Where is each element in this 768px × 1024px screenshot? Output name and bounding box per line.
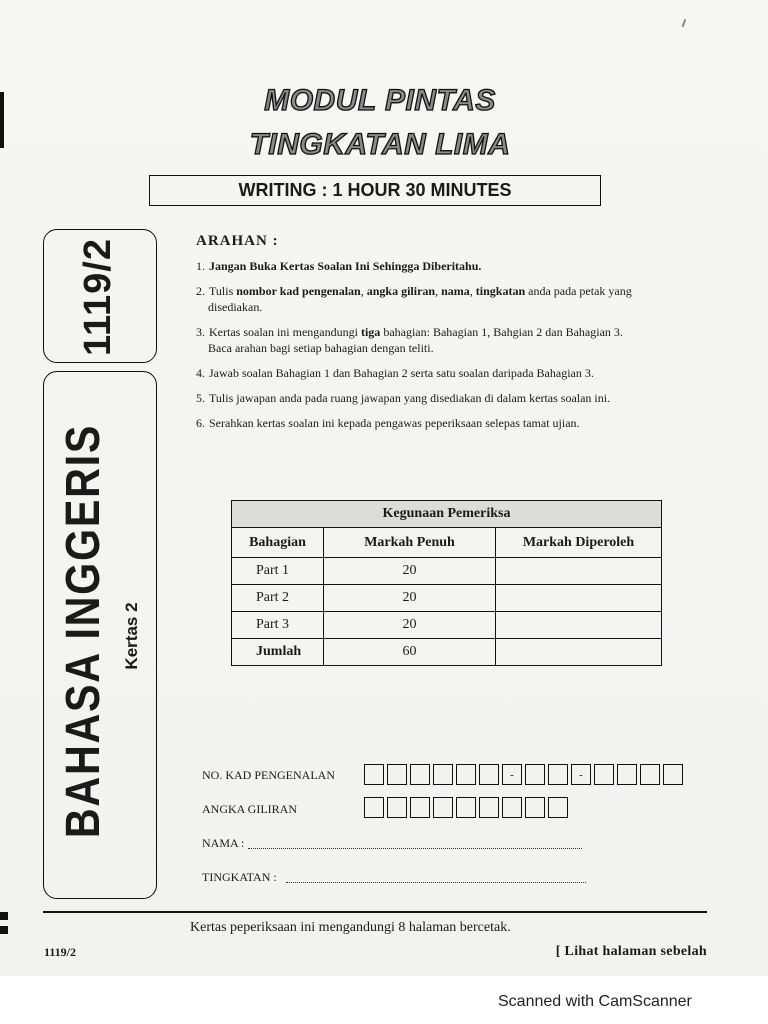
marks-obtained-cell[interactable] — [496, 585, 662, 612]
roll-cell[interactable] — [387, 797, 407, 818]
total-marks-obtained-cell[interactable] — [496, 639, 662, 666]
ic-separator-cell: - — [571, 764, 591, 785]
scanner-watermark: Scanned with CamScanner — [498, 993, 692, 1010]
roll-cell[interactable] — [479, 797, 499, 818]
part-cell: Part 1 — [232, 558, 324, 585]
full-marks-cell: 20 — [324, 612, 496, 639]
ic-cell[interactable] — [410, 764, 430, 785]
total-full-marks-cell: 60 — [324, 639, 496, 666]
table-row — [232, 585, 662, 612]
total-label-cell: Jumlah — [232, 639, 324, 666]
paper-number: Kertas 2 — [122, 602, 141, 670]
duration-box: WRITING : 1 HOUR 30 MINUTES — [149, 175, 601, 206]
form-label: TINGKATAN : — [202, 870, 277, 884]
roll-cell[interactable] — [502, 797, 522, 818]
ic-cell[interactable] — [617, 764, 637, 785]
scan-speck — [682, 19, 687, 27]
instruction-item: 2. Tulis nombor kad pengenalan, angka giliran, nama, tingkatan anda pada petak yang disediakan. — [196, 284, 632, 314]
ic-cell[interactable] — [548, 764, 568, 785]
ic-cell[interactable] — [387, 764, 407, 785]
roll-cell[interactable] — [410, 797, 430, 818]
ic-cell[interactable] — [479, 764, 499, 785]
roll-cell[interactable] — [525, 797, 545, 818]
full-marks-cell: 20 — [324, 585, 496, 612]
name-field[interactable] — [248, 847, 582, 849]
roll-cell[interactable] — [364, 797, 384, 818]
instruction-item: 6. Serahkan kertas soalan ini kepada pengawas peperiksaan selepas tamat ujian. — [196, 416, 580, 430]
table-row — [232, 612, 662, 639]
instruction-item: 5. Tulis jawapan anda pada ruang jawapan yang disediakan di dalam kertas soalan ini. — [196, 391, 611, 405]
ic-cell[interactable] — [663, 764, 683, 785]
paper-code: 1119/2 — [77, 237, 119, 357]
table-row — [232, 558, 662, 585]
ic-cell[interactable] — [594, 764, 614, 785]
scan-edge-mark — [0, 92, 4, 148]
ic-number-label: NO. KAD PENGENALAN — [202, 768, 335, 782]
ic-number-cells[interactable] — [364, 764, 686, 785]
instructions-list — [196, 258, 676, 440]
roll-cell[interactable] — [433, 797, 453, 818]
part-cell: Part 3 — [232, 612, 324, 639]
ic-cell[interactable] — [456, 764, 476, 785]
scan-edge-mark — [0, 912, 8, 920]
instruction-item: 1. Jangan Buka Kertas Soalan Ini Sehingga Diberitahu. — [196, 259, 482, 273]
roll-number-cells[interactable] — [364, 797, 571, 818]
part-cell: Part 2 — [232, 585, 324, 612]
ic-cell[interactable] — [433, 764, 453, 785]
roll-cell[interactable] — [456, 797, 476, 818]
col-header-part: Bahagian — [232, 528, 324, 558]
ic-cell[interactable] — [364, 764, 384, 785]
roll-cell[interactable] — [548, 797, 568, 818]
marks-obtained-cell[interactable] — [496, 558, 662, 585]
module-title: MODUL PINTAS — [264, 84, 496, 117]
ic-cell[interactable] — [640, 764, 660, 785]
subject-name: BAHASA INGGERIS — [57, 423, 110, 839]
instructions-title: ARAHAN : — [196, 233, 279, 249]
next-page-note: [ Lihat halaman sebelah — [555, 944, 707, 959]
footer-paper-code: 1119/2 — [44, 945, 77, 959]
footer-divider — [43, 911, 707, 913]
name-label: NAMA : — [202, 836, 245, 850]
ic-separator-cell: - — [502, 764, 522, 785]
form-field[interactable] — [286, 881, 586, 883]
roll-number-label: ANGKA GILIRAN — [202, 802, 297, 816]
examiner-table-title: Kegunaan Pemeriksa — [232, 501, 662, 528]
col-header-marks-obtained: Markah Diperoleh — [496, 528, 662, 558]
form-title: TINGKATAN LIMA — [249, 128, 511, 161]
table-row-total — [232, 639, 662, 666]
page-count-note: Kertas peperiksaan ini mengandungi 8 halaman bercetak. — [190, 920, 511, 935]
marks-obtained-cell[interactable] — [496, 612, 662, 639]
instruction-item: 4. Jawab soalan Bahagian 1 dan Bahagian 2 serta satu soalan daripada Bahagian 3. — [196, 366, 594, 380]
examiner-table — [231, 500, 662, 666]
full-marks-cell: 20 — [324, 558, 496, 585]
instruction-item: 3. Kertas soalan ini mengandungi tiga bahagian: Bahagian 1, Bahgian 2 dan Bahagian 3. Baca arahan bagi setiap bahagian dengan teliti. — [196, 325, 623, 355]
scan-edge-mark — [0, 926, 8, 934]
ic-cell[interactable] — [525, 764, 545, 785]
col-header-full-marks: Markah Penuh — [324, 528, 496, 558]
